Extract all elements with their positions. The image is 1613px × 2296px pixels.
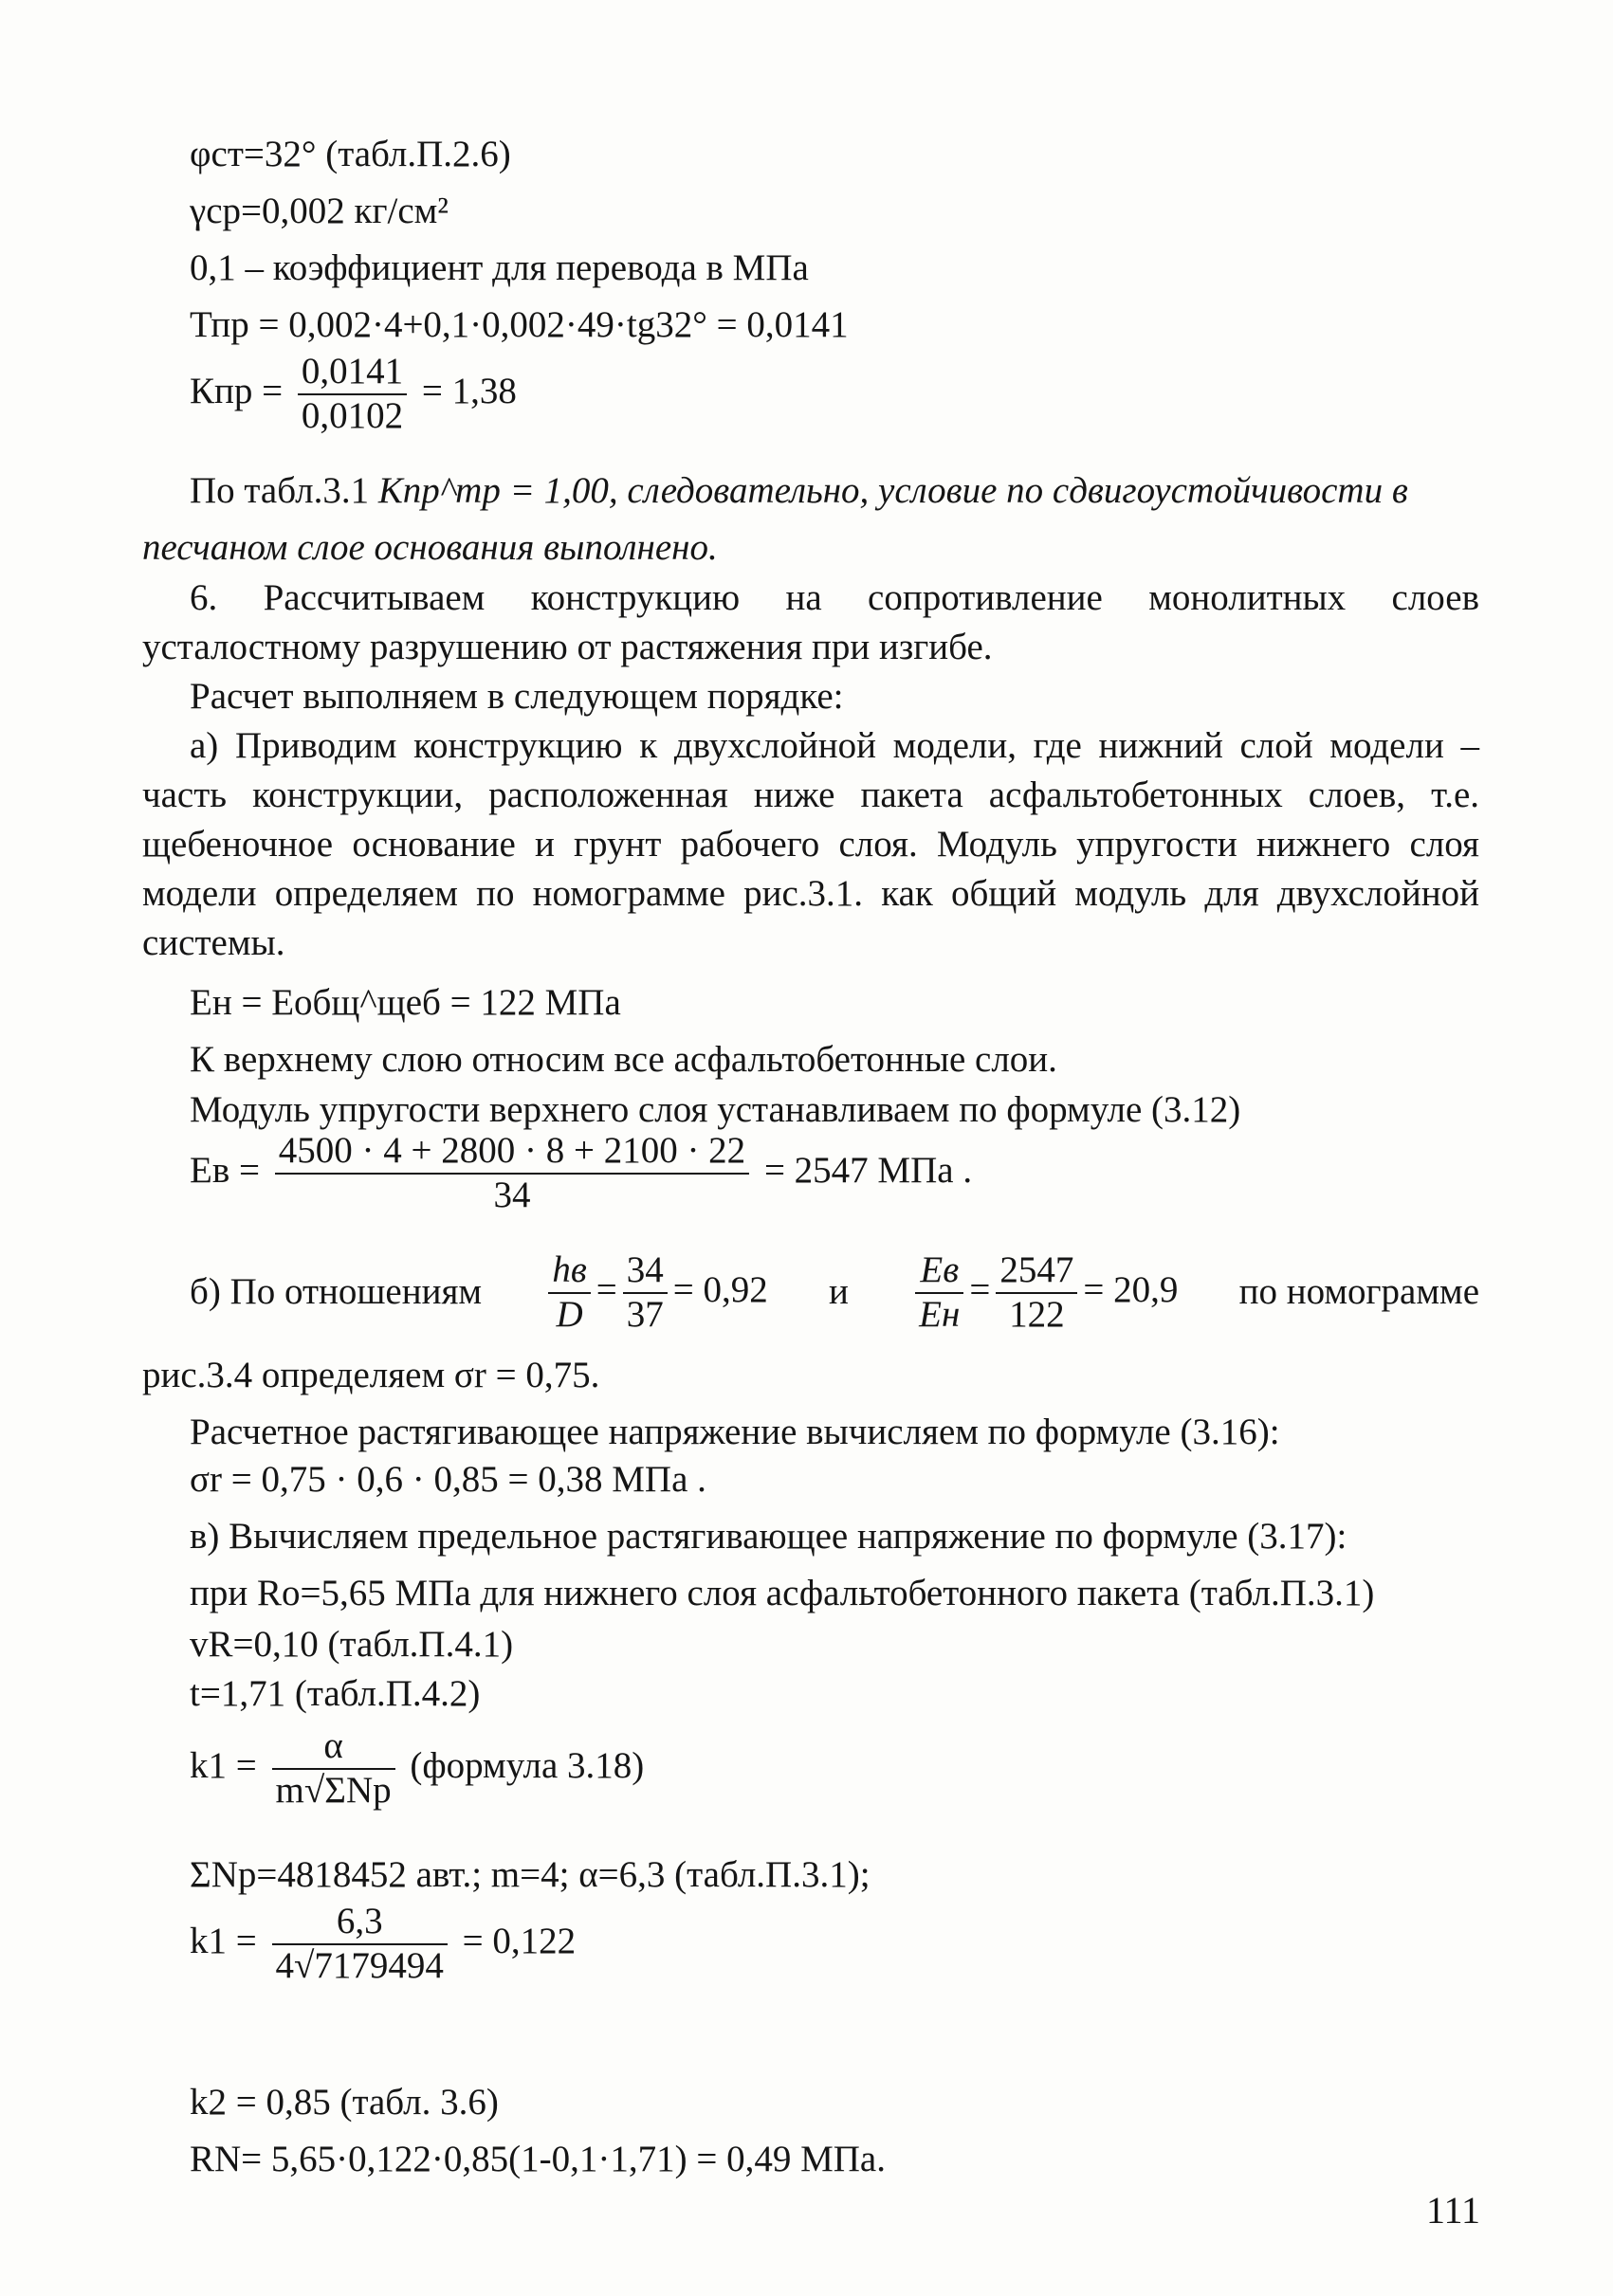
line-tpr: Тпр = 0,002·4+0,1·0,002·49·tg32° = 0,0141 xyxy=(190,304,849,345)
line-np: ΣNp=4818452 авт.; m=4; α=6,3 (табл.П.3.1); xyxy=(190,1854,871,1895)
kpr-fraction xyxy=(298,351,407,438)
formula-ev xyxy=(190,1130,972,1217)
ratio-e: $\frac{Ев}{Ен}$ = $\frac{2547}{122}$ = 20,9 xyxy=(909,1249,1178,1337)
formula-kpr xyxy=(190,351,517,438)
ratio-hd-result: = 0,92 xyxy=(672,1268,768,1310)
ratios-intro: б) По отношениям xyxy=(190,1271,483,1313)
k1v-lhs: k1 = xyxy=(190,1920,257,1961)
k1-fraction xyxy=(272,1725,395,1813)
page-number: 111 xyxy=(1425,2189,1480,2232)
ev-numerator: 4500 · 4 + 2800 · 8 + 2100 · 22 xyxy=(275,1130,749,1175)
line-conclusion: песчаном слое основания выполнено. xyxy=(142,527,718,568)
k1-lhs: k1 = xyxy=(190,1744,257,1786)
kpr-tr-value: Кпр^тр = 1,00, xyxy=(377,470,618,511)
ev-rhs: = 2547 МПа . xyxy=(763,1149,973,1191)
kpr-lhs: Кпр = xyxy=(190,370,284,411)
line-modulus: Модуль упругости верхнего слоя устанавливаем по формуле (3.12) xyxy=(190,1089,1241,1130)
k1v-rhs: = 0,122 xyxy=(462,1920,577,1961)
k1v-fraction xyxy=(272,1901,448,1988)
ratio-hd-fraction xyxy=(548,1249,590,1337)
line-vr: vR=0,10 (табл.П.4.1) xyxy=(190,1624,514,1665)
line-tabl31 xyxy=(190,469,1479,514)
conclusion-text: следовательно, условие по сдвигоустойчивости в xyxy=(627,470,1408,511)
line-coef: 0,1 – коэффициент для перевода в МПа xyxy=(190,247,809,288)
ratio-37-den: 37 xyxy=(626,1293,664,1335)
line-a3: щебеночное основание и грунт рабочего слоя. Модуль упругости нижнего слоя xyxy=(142,824,1479,865)
line-a1: а) Приводим конструкцию к двухслойной модели, где нижний слой модели – xyxy=(190,725,1479,766)
k1-source: (формула 3.18) xyxy=(410,1744,645,1786)
line-t: t=1,71 (табл.П.4.2) xyxy=(190,1673,481,1714)
line-a4: модели определяем по номограмме рис.3.1. как общий модуль для двухслойной xyxy=(142,873,1479,914)
line-a5: системы. xyxy=(142,922,285,963)
kpr-numerator: 0,0141 xyxy=(298,351,407,395)
kpr-rhs: = 1,38 xyxy=(421,370,517,411)
formula-k1 xyxy=(190,1725,644,1813)
line-step6-cont: усталостному разрушению от растяжения при изгибе. xyxy=(142,627,993,667)
k1-denominator: m√ΣNp xyxy=(275,1769,392,1811)
k1-numerator: α xyxy=(272,1725,395,1770)
line-calc-stress: Расчетное растягивающее напряжение вычисляем по формуле (3.16): xyxy=(190,1412,1280,1452)
formula-en: Ен = Еобщ^щеб = 122 МПа xyxy=(190,982,621,1023)
line-a2: часть конструкции, расположенная ниже пакета асфальтобетонных слоев, т.е. xyxy=(142,774,1479,815)
ratio-e-num: Ев xyxy=(915,1249,963,1294)
ratio-122-den: 122 xyxy=(1009,1293,1065,1335)
ratio-e-result: = 20,9 xyxy=(1083,1268,1179,1310)
k1v-numerator: 6,3 xyxy=(272,1901,448,1945)
ratio-hd-den: D xyxy=(556,1293,583,1335)
formula-sigma: σr = 0,75 · 0,6 · 0,85 = 0,38 МПа . xyxy=(190,1459,706,1500)
line-upper: К верхнему слою относим все асфальтобетонные слои. xyxy=(190,1039,1057,1080)
k1v-denominator: 4√7179494 xyxy=(275,1944,444,1986)
line-ro: при Ro=5,65 МПа для нижнего слоя асфальтобетонного пакета (табл.П.3.1) xyxy=(190,1573,1375,1613)
line-sigma-def: рис.3.4 определяем σr = 0,75. xyxy=(142,1355,600,1395)
ratio-hd-num: hв xyxy=(548,1249,590,1294)
ev-lhs: Ев = xyxy=(190,1149,260,1191)
line-ratios xyxy=(190,1249,1479,1337)
ratio-e-den: Ен xyxy=(919,1293,961,1335)
ratio-2547-num: 2547 xyxy=(996,1249,1077,1294)
ratio-2547-122 xyxy=(996,1249,1077,1337)
ev-denominator: 34 xyxy=(493,1174,531,1215)
ratio-34-num: 34 xyxy=(623,1249,668,1294)
formula-rn: RN= 5,65·0,122·0,85(1-0,1·1,71) = 0,49 МПа. xyxy=(190,2139,886,2179)
line-order: Расчет выполняем в следующем порядке: xyxy=(190,676,844,717)
line-gamma: γср=0,002 кг/см² xyxy=(190,191,449,231)
line-phi: φст=32° (табл.П.2.6) xyxy=(190,134,511,174)
ratio-e-fraction xyxy=(915,1249,963,1337)
kpr-denominator: 0,0102 xyxy=(301,394,404,436)
ratios-nomogram: по номограмме xyxy=(1238,1271,1479,1313)
line-step6: 6. Рассчитываем конструкцию на сопротивление монолитных слоев xyxy=(190,577,1479,618)
ratios-and: и xyxy=(829,1271,849,1313)
formula-k1-value xyxy=(190,1901,576,1988)
ratio-hd: $\frac{hв}{D}$ = $\frac{34}{37}$ = 0,92 xyxy=(542,1249,767,1337)
tabl31-text: По табл.3.1 xyxy=(190,470,370,511)
formula-k2: k2 = 0,85 (табл. 3.6) xyxy=(190,2082,499,2123)
ratio-34-37 xyxy=(623,1249,668,1337)
line-limit-stress: в) Вычисляем предельное растягивающее напряжение по формуле (3.17): xyxy=(190,1516,1347,1557)
ev-fraction xyxy=(275,1130,749,1217)
